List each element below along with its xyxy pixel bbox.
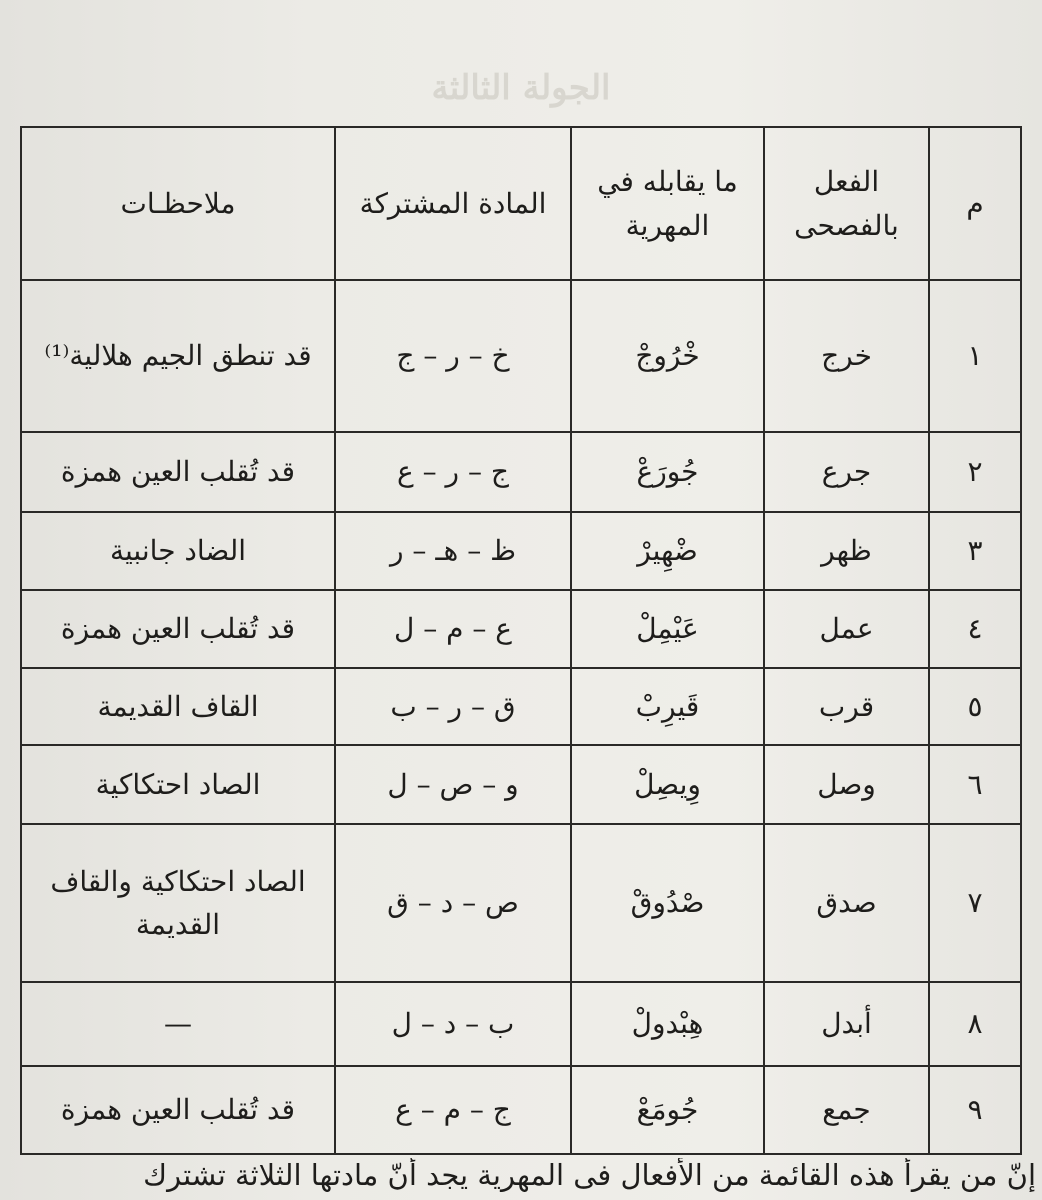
mehri-verb: وِيصِلْ — [571, 745, 764, 824]
verb-comparison-table — [20, 126, 1022, 1155]
fusha-verb: جرع — [764, 432, 929, 512]
header-fusha-verb: الفعل بالفصحى — [764, 127, 929, 280]
row-number: ٣ — [929, 512, 1021, 590]
note: — — [21, 982, 335, 1066]
shared-root: ع – م – ل — [335, 590, 571, 668]
fusha-verb: خرج — [764, 280, 929, 432]
note: قد تُقلب العين همزة — [21, 590, 335, 668]
mehri-verb: جُورَعْ — [571, 432, 764, 512]
row-number: ٩ — [929, 1066, 1021, 1154]
fusha-verb: جمع — [764, 1066, 929, 1154]
table-row — [21, 1066, 1021, 1154]
fusha-verb: قرب — [764, 668, 929, 745]
fusha-verb: صدق — [764, 824, 929, 982]
mehri-verb: جُومَعْ — [571, 1066, 764, 1154]
row-number: ٨ — [929, 982, 1021, 1066]
note: الضاد جانبية — [21, 512, 335, 590]
shared-root: ظ – هـ – ر — [335, 512, 571, 590]
mehri-verb: ضْهِيرْ — [571, 512, 764, 590]
shared-root: ج – م – ع — [335, 1066, 571, 1154]
table-row — [21, 432, 1021, 512]
fusha-verb: عمل — [764, 590, 929, 668]
fusha-verb: أبدل — [764, 982, 929, 1066]
note: قد تُقلب العين همزة — [21, 432, 335, 512]
body-text-line: إنّ من يقرأ هذه القائمة من الأفعال فى المهرية يجد أنّ مادتها الثلاثة تشترك — [143, 1158, 1036, 1192]
fusha-verb: ظهر — [764, 512, 929, 590]
mehri-verb: عَيْمِلْ — [571, 590, 764, 668]
table-row — [21, 982, 1021, 1066]
shared-root: ق – ر – ب — [335, 668, 571, 745]
row-number: ٤ — [929, 590, 1021, 668]
faint-show-through-heading: الجولة الثالثة — [431, 68, 611, 108]
fusha-verb: وصل — [764, 745, 929, 824]
header-number: م — [929, 127, 1021, 280]
note: قد تُقلب العين همزة — [21, 1066, 335, 1154]
row-number: ٧ — [929, 824, 1021, 982]
header-mehri-equivalent: ما يقابله في المهرية — [571, 127, 764, 280]
note: الصاد احتكاكية والقاف القديمة — [21, 824, 335, 982]
mehri-verb: هِبْدولْ — [571, 982, 764, 1066]
shared-root: و – ص – ل — [335, 745, 571, 824]
table-row — [21, 280, 1021, 432]
shared-root: ج – ر – ع — [335, 432, 571, 512]
shared-root: خ – ر – ج — [335, 280, 571, 432]
row-number: ١ — [929, 280, 1021, 432]
mehri-verb: قَيرِبْ — [571, 668, 764, 745]
table-row — [21, 590, 1021, 668]
table-row — [21, 745, 1021, 824]
row-number: ٥ — [929, 668, 1021, 745]
table-row — [21, 668, 1021, 745]
note: القاف القديمة — [21, 668, 335, 745]
header-notes: ملاحظـات — [21, 127, 335, 280]
header-shared-root: المادة المشتركة — [335, 127, 571, 280]
table-row — [21, 824, 1021, 982]
mehri-verb: خْرُوجْ — [571, 280, 764, 432]
table-header-row — [21, 127, 1021, 280]
row-number: ٦ — [929, 745, 1021, 824]
table-row — [21, 512, 1021, 590]
note: قد تنطق الجيم هلالية⁽¹⁾ — [21, 280, 335, 432]
note: الصاد احتكاكية — [21, 745, 335, 824]
shared-root: ب – د – ل — [335, 982, 571, 1066]
mehri-verb: صْدُوقْ — [571, 824, 764, 982]
shared-root: ص – د – ق — [335, 824, 571, 982]
row-number: ٢ — [929, 432, 1021, 512]
